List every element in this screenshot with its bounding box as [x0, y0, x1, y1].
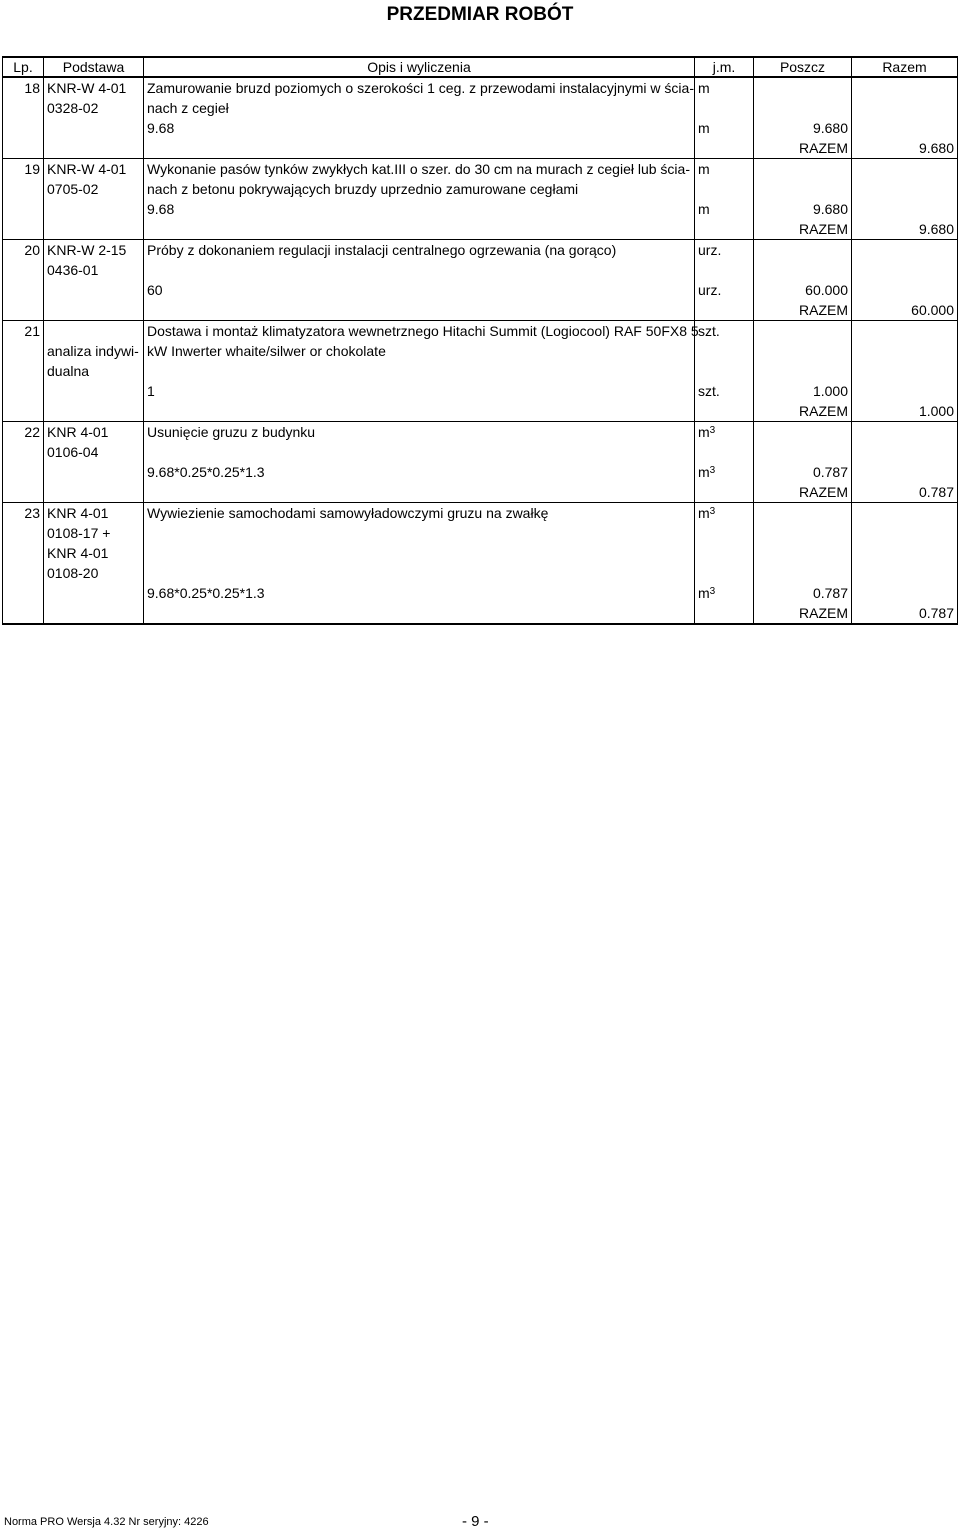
item-18: [3, 77, 958, 159]
item-19: [3, 159, 958, 240]
razem-label: RAZEM: [754, 300, 852, 321]
podstawa-line: KNR-W 4-01: [47, 161, 127, 177]
item-opis: [144, 77, 695, 98]
item-podstawa: [44, 77, 144, 138]
podstawa-line: 0106-04: [47, 444, 99, 460]
calc-expr: 9.68: [144, 118, 695, 138]
header-opis: Opis i wyliczenia: [144, 57, 695, 77]
item-jm: urz.: [695, 240, 754, 261]
podstawa-line: KNR-W 2-15: [47, 242, 127, 258]
opis-line: kW Inwerter whaite/silwer or chokolate: [144, 341, 695, 361]
podstawa-line: KNR 4-01: [47, 505, 109, 521]
calc-expr: 9.68*0.25*0.25*1.3: [144, 462, 695, 482]
podstawa-line: dualna: [44, 361, 144, 381]
calc-expr: 9.68*0.25*0.25*1.3: [144, 583, 695, 603]
jm-exponent: 3: [709, 506, 716, 517]
item-lp: 19: [3, 159, 44, 180]
podstawa-line: KNR 4-01: [47, 424, 109, 440]
calc-jm: [695, 462, 754, 482]
page-number: - 9 -: [462, 1513, 489, 1530]
item-jm: [695, 503, 754, 524]
header-jm: j.m.: [695, 57, 754, 77]
calc-value: 9.680: [754, 199, 852, 219]
jm-exponent: 3: [709, 425, 716, 436]
item-lp: 23: [3, 503, 44, 524]
item-23: [3, 503, 958, 625]
razem-value: 60.000: [852, 300, 958, 321]
przedmiar-table: [2, 56, 958, 625]
podstawa-line: [44, 321, 144, 342]
item-lp: 21: [3, 321, 44, 342]
header-lp: Lp.: [3, 57, 44, 77]
razem-label: RAZEM: [754, 603, 852, 624]
jm-exponent: 3: [709, 465, 716, 476]
header-podstawa: Podstawa: [44, 57, 144, 77]
opis-line: nach z cegieł: [144, 98, 695, 118]
podstawa-line: 0436-01: [47, 262, 99, 278]
calc-jm: m: [695, 199, 754, 219]
item-podstawa: [44, 422, 144, 483]
calc-jm: m: [695, 118, 754, 138]
item-jm: m: [695, 159, 754, 180]
opis-line: Zamurowanie bruzd poziomych o szerokości 1 ceg. z przewodami instalacyjnymi w ścia-: [147, 80, 694, 96]
jm-unit: m: [698, 464, 710, 480]
calc-value: 1.000: [754, 381, 852, 401]
opis-line: Wywiezienie samochodami samowyładowczymi gruzu na zwałkę: [144, 503, 695, 524]
item-20: [3, 240, 958, 321]
podstawa-line: 0328-02: [47, 100, 99, 116]
calc-value: 0.787: [754, 462, 852, 482]
item-lp: 22: [3, 422, 44, 443]
item-22: [3, 422, 958, 503]
table-header-row: [3, 57, 958, 77]
item-21: [3, 321, 958, 422]
podstawa-line: 0108-20: [47, 565, 99, 581]
razem-value: 9.680: [852, 138, 958, 159]
header-razem: Razem: [852, 57, 958, 77]
opis-line: nach z betonu pokrywających bruzdy uprzednio zamurowane cegłami: [144, 179, 695, 199]
razem-label: RAZEM: [754, 482, 852, 503]
calc-value: 60.000: [754, 280, 852, 300]
header-poszcz: Poszcz: [754, 57, 852, 77]
razem-value: 1.000: [852, 401, 958, 422]
razem-value: 0.787: [852, 603, 958, 624]
calc-jm: szt.: [695, 381, 754, 401]
razem-value: 0.787: [852, 482, 958, 503]
item-lp: 18: [3, 77, 44, 98]
footer-software-info: Norma PRO Wersja 4.32 Nr seryjny: 4226: [4, 1516, 209, 1528]
calc-jm: urz.: [695, 280, 754, 300]
opis-line: Wykonanie pasów tynków zwykłych kat.III o szer. do 30 cm na murach z cegieł lub ścia-: [144, 159, 695, 180]
podstawa-line: KNR 4-01: [47, 545, 109, 561]
razem-value: 9.680: [852, 219, 958, 240]
jm-unit: m: [698, 505, 710, 521]
razem-label: RAZEM: [754, 138, 852, 159]
opis-line: Próby z dokonaniem regulacji instalacji centralnego ogrzewania (na gorąco): [144, 240, 695, 261]
podstawa-line: analiza indywi-: [44, 341, 144, 361]
razem-label: RAZEM: [754, 219, 852, 240]
item-jm: szt.: [695, 321, 754, 342]
item-podstawa: [44, 159, 144, 220]
razem-label: RAZEM: [754, 401, 852, 422]
item-podstawa: [44, 503, 144, 604]
item-jm: [695, 422, 754, 443]
opis-line: Dostawa i montaż klimatyzatora wewnetrznego Hitachi Summit (Logiocool) RAF 50FX8 5: [144, 321, 695, 342]
podstawa-line: KNR-W 4-01: [47, 80, 127, 96]
calc-expr: 60: [144, 280, 695, 300]
calc-value: 0.787: [754, 583, 852, 603]
opis-line: Usunięcie gruzu z budynku: [144, 422, 695, 443]
jm-unit: m: [698, 585, 710, 601]
calc-expr: 1: [144, 381, 695, 401]
calc-jm: [695, 583, 754, 603]
jm-unit: m: [698, 424, 710, 440]
calc-expr: 9.68: [144, 199, 695, 219]
item-podstawa: [44, 240, 144, 301]
item-lp: 20: [3, 240, 44, 261]
podstawa-line: 0705-02: [47, 181, 99, 197]
page-title: PRZEDMIAR ROBÓT: [386, 4, 574, 25]
calc-value: 9.680: [754, 118, 852, 138]
jm-exponent: 3: [709, 586, 716, 597]
podstawa-line: 0108-17 +: [47, 525, 111, 541]
item-jm: m: [695, 77, 754, 98]
